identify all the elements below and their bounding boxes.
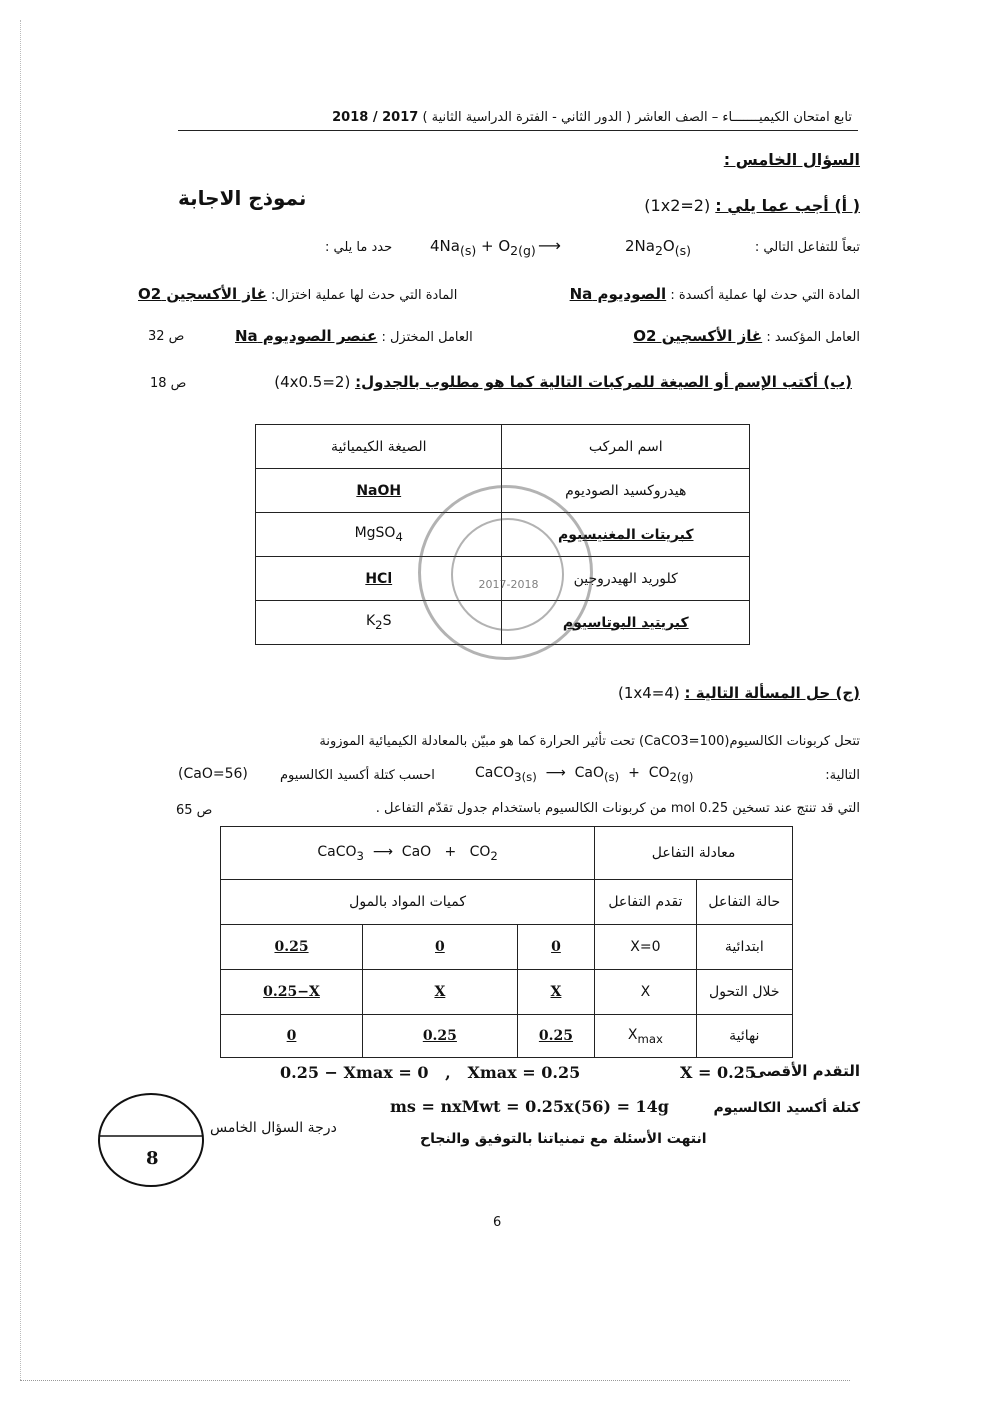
caco3-cell: 0 — [221, 1015, 363, 1058]
cao-cell: 0 — [363, 925, 518, 970]
part-c-marks: (1x4=4) — [617, 684, 680, 702]
cao-molar-mass: (CaO=56) — [178, 766, 248, 782]
model-answer-title: نموذج الاجابة — [178, 186, 307, 210]
header-rule — [178, 130, 858, 131]
part-a-instruction: حدد ما يلي : — [325, 240, 393, 255]
cao-cell: X — [363, 970, 518, 1015]
table-row — [221, 970, 793, 1015]
table-row — [221, 925, 793, 970]
part-b-label: (ب) أكتب الإسم أو الصيغة للمركبات التالية كما هو مطلوب بالجدول: — [355, 373, 852, 391]
part-a-intro: تبعاً للتفاعل التالي : — [754, 240, 860, 255]
reduced-row — [138, 285, 457, 303]
name-cell: هيدروكسيد الصوديوم — [502, 469, 750, 513]
problem-line-3: التي قد تنتج عند تسخين 0.25 mol من كربونات الكالسيوم باستخدام جدول تقدّم التفاعل . — [375, 801, 860, 816]
reducing-row — [235, 327, 473, 345]
part-b-page-ref: ص 18 — [150, 376, 187, 391]
name-cell: كلوريد الهيدروجين — [502, 557, 750, 601]
reaction-product: $2Na_2O_{(s)}$ — [625, 237, 692, 258]
part-c-page-ref: ص 65 — [176, 803, 213, 818]
header-year: 2018 / 2017 — [332, 110, 419, 125]
co2-cell: 0 — [517, 925, 595, 970]
stamp-year: 2017-2018 — [478, 578, 539, 591]
oxidized-label: المادة التي حدث لها عملية أكسدة : — [670, 288, 860, 303]
progress-equation: CaCO$_3$ ⟶ CaO + $CO_2$ — [221, 827, 595, 880]
bottom-dotted-line — [20, 1380, 850, 1381]
co2-cell: X — [517, 970, 595, 1015]
page-number: 6 — [493, 1215, 502, 1230]
oxidizing-label: العامل المؤكسد : — [766, 330, 860, 345]
mass-label: كتلة أكسيد الكالسيوم — [713, 1100, 860, 1116]
exam-header — [152, 110, 852, 125]
grade-ellipse — [99, 1094, 203, 1186]
caco3-cell: 0.25−X — [221, 970, 363, 1015]
part-c-label: (ج) حل المسألة التالية : — [684, 684, 860, 702]
equation-label: معادلة التفاعل — [595, 827, 793, 880]
page-edge — [20, 20, 22, 1380]
max-progress-label: التقدم الأقصى — [751, 1062, 860, 1080]
cao-cell: 0.25 — [363, 1015, 518, 1058]
oxidized-answer: الصوديوم Na — [569, 285, 667, 303]
part-a-heading — [644, 196, 860, 215]
part-b-marks: (4x0.5=2) — [274, 373, 351, 391]
part-a-marks: (1x2=2) — [644, 196, 711, 215]
header-title: تابع امتحان الكيميـــــــاء – الصف العاشر ( الدور الثاني - الفترة الدراسية الثانية ) — [422, 110, 852, 125]
x-cell: X=0 — [595, 925, 696, 970]
part-a-page-ref: ص 32 — [148, 329, 185, 344]
progress-table — [220, 826, 793, 1058]
problem-equation: CaCO$_{3(s)}$ ⟶ $CaO_{(s)} + CO_{2(g)}$ — [475, 765, 694, 784]
state-label: حالة التفاعل — [696, 880, 792, 925]
problem-line-2-b: احسب كتلة أكسيد الكالسيوم — [280, 768, 435, 783]
formula-cell: NaOH — [256, 469, 502, 513]
reaction-reactants: $4Na_{(s)} + O_{2(g)}$ — [430, 237, 536, 258]
reduced-answer: غاز الأكسجين O2 — [138, 285, 267, 303]
grade-value: 8 — [146, 1148, 159, 1169]
oxidizing-answer: غاز الأكسجين O2 — [633, 327, 763, 345]
mass-equation: ms = nxMwt = 0.25x(56) = 14g — [390, 1097, 669, 1116]
formula-header: الصيغة الكيميائية — [256, 425, 502, 469]
progress-label: تقدم التفاعل — [595, 880, 696, 925]
reaction-arrow: ⟶ — [538, 236, 561, 255]
formula-cell: $K_2S$ — [256, 601, 502, 645]
co2-cell: 0.25 — [517, 1015, 595, 1058]
part-c-heading — [618, 684, 860, 702]
part-b-heading — [274, 373, 852, 391]
reducing-answer: عنصر الصوديوم Na — [235, 327, 378, 345]
state-cell: نهائية — [696, 1015, 792, 1058]
oxidized-row — [570, 285, 860, 303]
grade-circle — [96, 1090, 206, 1190]
name-cell: كبريتات المغنيسيوم — [502, 513, 750, 557]
x-cell: $X_{max}$ — [595, 1015, 696, 1058]
school-stamp — [418, 485, 593, 660]
x-cell: X — [595, 970, 696, 1015]
xmax-equation: 0.25 − Xmax = 0 , Xmax = 0.25 — [280, 1063, 581, 1082]
name-header: اسم المركب — [502, 425, 750, 469]
formula-cell: MgSO$_4$ — [256, 513, 502, 557]
reduced-label: المادة التي حدث لها عملية اختزال: — [271, 288, 458, 303]
state-cell: ابتدائية — [696, 925, 792, 970]
amounts-label: كميات المواد بالمول — [221, 880, 595, 925]
question-title: السؤال الخامس : — [723, 150, 860, 169]
max-progress-value: X = 0.25 — [680, 1063, 756, 1082]
closing-text: انتهت الأسئلة مع تمنياتنا بالتوفيق والنجاح — [420, 1131, 707, 1147]
problem-line-1: تتحل كربونات الكالسيوم(CaCO3=100) تحت تأثير الحرارة كما هو مبيّن بالمعادلة الكيميائية الموزونة — [319, 734, 860, 749]
problem-line-2-a: التالية: — [825, 768, 860, 783]
reducing-label: العامل المختزل : — [381, 330, 473, 345]
part-a-label: ( أ) أجب عما يلي : — [715, 196, 860, 215]
oxidizing-row — [633, 327, 860, 345]
stamp-inner-ring — [451, 518, 564, 631]
table-row — [221, 1015, 793, 1058]
state-cell: خلال التحول — [696, 970, 792, 1015]
grade-label: درجة السؤال الخامس — [210, 1120, 337, 1136]
formula-cell: HCl — [256, 557, 502, 601]
name-cell: كبريتيد البوتاسيوم — [502, 601, 750, 645]
caco3-cell: 0.25 — [221, 925, 363, 970]
